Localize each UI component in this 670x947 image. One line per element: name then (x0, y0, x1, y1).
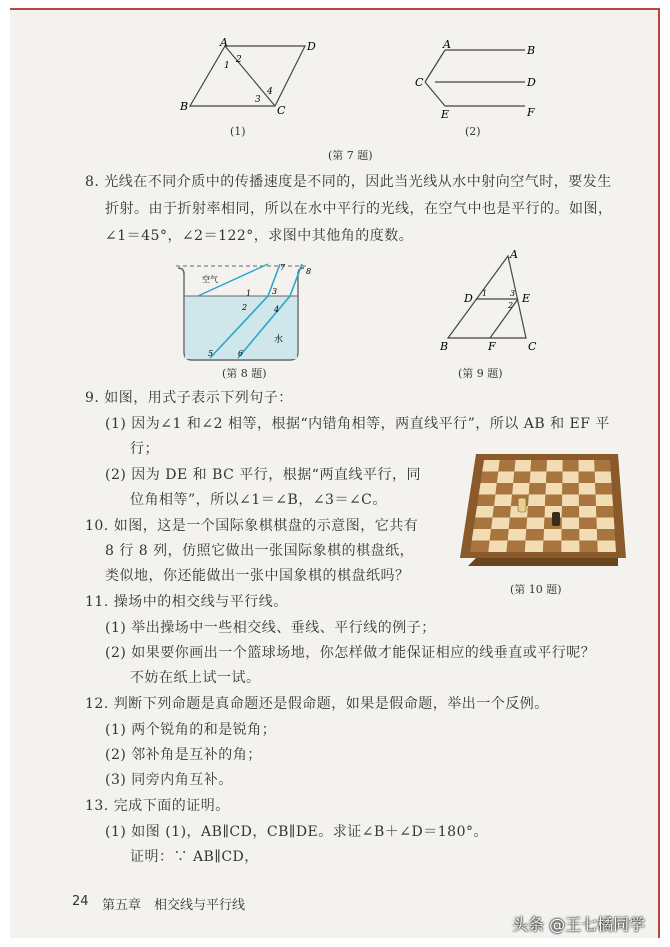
chess-square (579, 541, 597, 553)
chess-square (527, 506, 545, 518)
chess-square (597, 529, 615, 541)
chess-square (579, 529, 597, 541)
q12-line-4: (3) 同旁内角互补。 (105, 772, 233, 788)
chess-square (472, 529, 491, 541)
chess-square (488, 541, 507, 553)
q8-line-1: 8. 光线在不同介质中的传播速度是不同的，因此当光线从水中射向空气时，要发生 (85, 174, 612, 190)
svg-text:B: B (440, 340, 449, 353)
chess-square (596, 506, 614, 518)
chess-square (562, 472, 578, 484)
svg-text:A: A (443, 38, 451, 51)
chess-square (562, 495, 579, 507)
svg-text:1: 1 (224, 61, 230, 71)
chess-square (490, 529, 509, 541)
chess-square (477, 495, 495, 507)
chapter-title: 第五章 相交线与平行线 (102, 898, 246, 913)
figure-10-chessboard (458, 450, 628, 570)
chess-square (508, 529, 527, 541)
figure-7-sub1: (1) (230, 125, 246, 138)
chess-square (579, 495, 596, 507)
svg-text:E: E (522, 292, 531, 305)
chess-square (546, 472, 563, 484)
chess-square (595, 472, 612, 484)
chess-square (514, 460, 531, 472)
svg-text:2: 2 (236, 55, 242, 65)
chess-square (513, 472, 530, 484)
svg-text:F: F (488, 340, 496, 353)
chess-square (579, 506, 596, 518)
chess-square (528, 495, 546, 507)
figure-9-triangle (438, 246, 548, 356)
figure-8-beaker (168, 252, 318, 367)
q13-line-3: 证明：∵ AB∥CD， (130, 849, 259, 865)
q9-line-4: (2) 因为 DE 和 BC 平行，根据“两直线平行，同 (105, 467, 421, 483)
chess-square (561, 529, 579, 541)
chess-square (474, 518, 493, 530)
chess-square (597, 541, 616, 553)
q10-line-3: 类似地，你还能做出一张中国象棋的棋盘纸吗？ (105, 568, 410, 584)
svg-text:2: 2 (242, 303, 248, 312)
q9-line-2: (1) 因为∠1 和∠2 相等，根据“内错角相等，两直线平行”，所以 AB 和 EF 平 (105, 416, 610, 432)
chess-square (475, 506, 494, 518)
chess-square (498, 460, 515, 472)
figure-8-caption: (第 8 题) (222, 367, 267, 380)
svg-text:水: 水 (274, 335, 284, 345)
svg-text:8: 8 (306, 267, 312, 276)
chess-square (562, 506, 579, 518)
q11-line-4: 不妨在纸上试一试。 (130, 670, 261, 686)
svg-text:A: A (510, 248, 518, 261)
textbook-page (10, 8, 660, 938)
chess-square (546, 483, 563, 495)
svg-text:B: B (527, 44, 536, 57)
q13-line-1: 13. 完成下面的证明。 (85, 798, 230, 814)
svg-text:1: 1 (482, 289, 488, 298)
svg-text:7: 7 (280, 263, 286, 272)
chess-square (497, 472, 515, 484)
chess-square (579, 483, 596, 495)
chess-square (547, 460, 563, 472)
svg-text:C: C (277, 104, 286, 117)
chess-square (579, 472, 596, 484)
watermark: 头条 @王七橘同学 (512, 915, 646, 934)
chess-square (509, 518, 527, 530)
chess-square (561, 541, 579, 553)
chess-square (494, 495, 512, 507)
chess-square (562, 518, 580, 530)
chess-square (526, 518, 544, 530)
figure-9-caption: (第 9 题) (458, 367, 503, 380)
svg-text:4: 4 (274, 305, 280, 314)
chess-square (482, 460, 500, 472)
svg-text:空气: 空气 (202, 275, 218, 284)
chess-square (481, 472, 499, 484)
chess-square (525, 541, 544, 553)
chess-square (530, 472, 547, 484)
figure-7-caption: (第 7 题) (328, 149, 373, 162)
chess-square (544, 529, 562, 541)
q11-line-2: (1) 举出操场中一些相交线、垂线、平行线的例子； (105, 620, 436, 636)
q12-line-1: 12. 判断下列命题是真命题还是假命题，如果是假命题，举出一个反例。 (85, 696, 549, 712)
svg-text:3: 3 (510, 289, 516, 298)
svg-text:D: D (527, 76, 536, 89)
svg-text:C: C (528, 340, 537, 353)
chess-square (594, 460, 611, 472)
chess-square (595, 483, 612, 495)
chess-square (562, 483, 579, 495)
svg-text:B: B (180, 100, 189, 113)
figure-7-parallelogram (170, 38, 330, 118)
chess-square (493, 506, 511, 518)
figure-7-parallel-lines (405, 38, 545, 118)
svg-text:3: 3 (255, 95, 261, 105)
chess-square (495, 483, 513, 495)
q11-line-3: (2) 如果要你画出一个篮球场地，你怎样做才能保证相应的线垂直或平行呢？ (105, 645, 596, 661)
chess-square (479, 483, 497, 495)
chess-square (512, 483, 530, 495)
q12-line-3: (2) 邻补角是互补的角； (105, 747, 262, 763)
q10-line-2: 8 行 8 列，仿照它做出一张国际象棋的棋盘纸， (105, 543, 415, 559)
chess-square (545, 495, 562, 507)
q9-line-3: 行； (130, 441, 159, 457)
svg-text:3: 3 (272, 287, 278, 296)
chess-square (563, 460, 579, 472)
figure-10-caption: (第 10 题) (510, 583, 562, 596)
svg-text:1: 1 (246, 289, 252, 298)
q10-line-1: 10. 如图，这是一个国际象棋棋盘的示意图，它共有 (85, 518, 419, 534)
svg-text:C: C (415, 76, 424, 89)
q11-line-1: 11. 操场中的相交线与平行线。 (85, 594, 288, 610)
q13-line-2: (1) 如图 (1)，AB∥CD，CB∥DE。求证∠B＋∠D＝180°。 (105, 824, 488, 840)
chess-square (596, 518, 614, 530)
chess-square (507, 541, 526, 553)
q9-line-1: 9. 如图，用式子表示下列句子： (85, 390, 293, 406)
chess-square (491, 518, 510, 530)
svg-text:D: D (464, 292, 473, 305)
figure-7-sub2: (2) (465, 125, 481, 138)
chess-square (543, 541, 561, 553)
svg-text:5: 5 (208, 349, 214, 358)
chess-square (529, 483, 546, 495)
chess-square (530, 460, 547, 472)
chess-square (579, 460, 595, 472)
svg-text:D: D (307, 40, 316, 53)
page-number: 24 (72, 894, 89, 909)
svg-text:A: A (220, 38, 228, 49)
q12-line-2: (1) 两个锐角的和是锐角； (105, 722, 277, 738)
chess-square (596, 495, 613, 507)
q8-line-3: ∠1＝45°，∠2＝122°，求图中其他角的度数。 (105, 228, 414, 244)
q9-line-5: 位角相等”，所以∠1＝∠B，∠3＝∠C。 (130, 492, 387, 508)
svg-text:4: 4 (267, 87, 273, 97)
q8-line-2: 折射。由于折射率相同，所以在水中平行的光线，在空气中也是平行的。如图， (105, 201, 613, 217)
svg-text:E: E (441, 108, 450, 118)
chess-square (526, 529, 544, 541)
svg-text:6: 6 (238, 349, 244, 358)
chess-square (579, 518, 597, 530)
svg-text:2: 2 (508, 301, 514, 310)
svg-text:F: F (527, 106, 535, 118)
chess-square (470, 541, 490, 553)
